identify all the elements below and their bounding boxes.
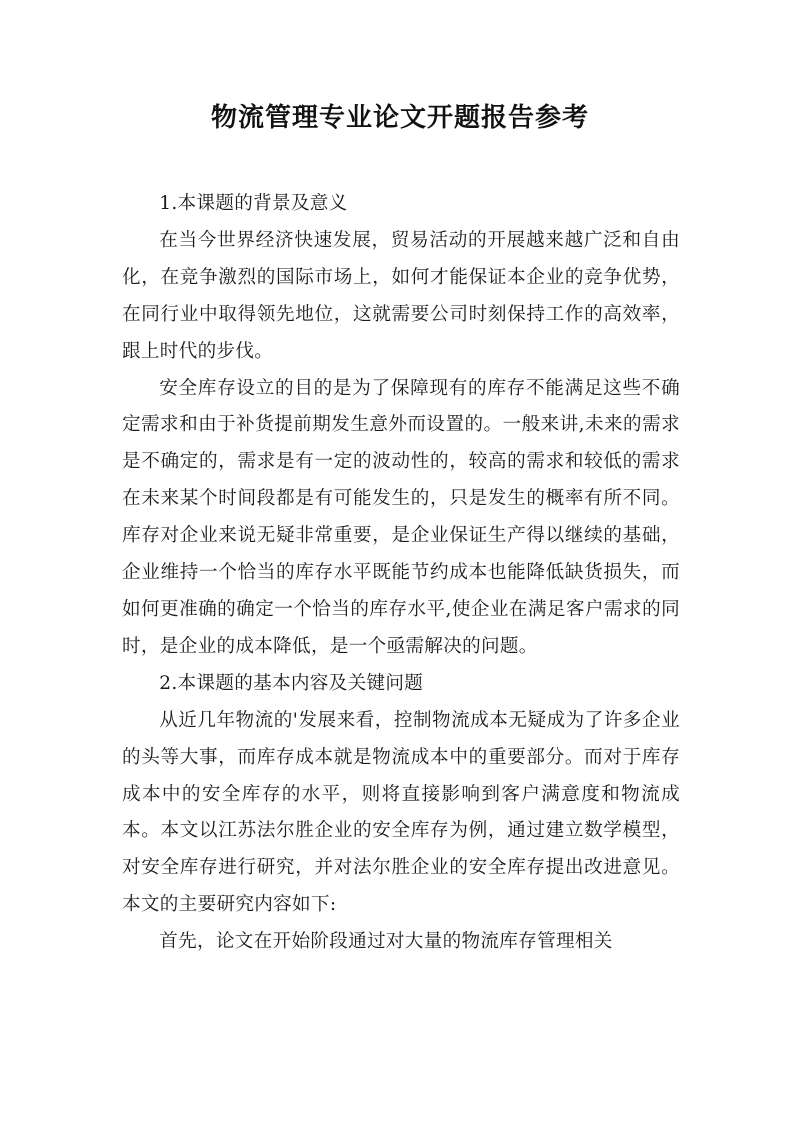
- section-heading-background: 1.本课题的背景及意义: [159, 193, 348, 214]
- paragraph-safety-stock: 安全库存设立的目的是为了保障现有的库存不能满足这些不确定需求和由于补货提前期发生意外而设置的。一般来讲,未来的需求是不确定的，需求是有一定的波动性的，较高的需求和较低的需求在未来某个时间段都是有可能发生的，只是发生的概率有所不同。库存对企业来说无疑非常重要，是企业保证生产得以继续的基础，企业维持一个恰当的库存水平既能节约成本也能降低缺货损失，而如何更准确的确定一个恰当的库存水平,使企业在满足客户需求的同时，是企业的成本降低，是一个亟需解决的问题。: [122, 377, 680, 657]
- document-body: [122, 186, 680, 961]
- document-title: 物流管理专业论文开题报告参考: [210, 103, 589, 133]
- paragraph-economy-development: 在当今世界经济快速发展，贸易活动的开展越来越广泛和自由化，在竞争激烈的国际市场上，如何才能保证本企业的竞争优势，在同行业中取得领先地位，这就需要公司时刻保持工作的高效率，跟上时代的步伐。: [122, 229, 680, 362]
- paragraph-logistics-cost: 从近几年物流的'发展来看，控制物流成本无疑成为了许多企业的头等大事，而库存成本就是物流成本中的重要部分。而对于库存成本中的安全库存的水平，则将直接影响到客户满意度和物流成本。本文以江苏法尔胜企业的安全库存为例，通过建立数学模型，对安全库存进行研究，并对法尔胜企业的安全库存提出改进意见。本文的主要研究内容如下:: [122, 709, 680, 916]
- section-heading-content: 2.本课题的基本内容及关键问题: [159, 672, 424, 694]
- paragraph-first-step: 首先，论文在开始阶段通过对大量的物流库存管理相关: [159, 931, 613, 953]
